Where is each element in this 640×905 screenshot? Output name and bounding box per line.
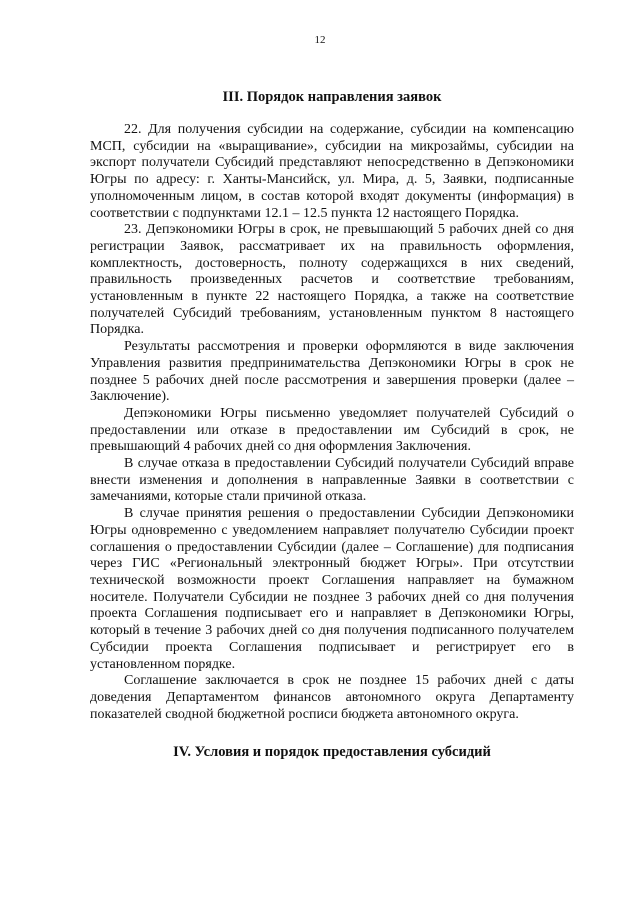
section-4-title: IV. Условия и порядок предоставления субсидий bbox=[173, 744, 491, 761]
section-3-title: III. Порядок направления заявок bbox=[222, 89, 442, 105]
document-body bbox=[90, 88, 574, 761]
paragraph-notification: Депэкономики Югры письменно уведомляет получателей Субсидий о предоставлении или отказе в предоставлении им Субсидий в срок, не превышающий 4 рабочих дней со дня оформления Заключения. bbox=[90, 405, 574, 455]
paragraph-refusal: В случае отказа в предоставлении Субсидий получатели Субсидий вправе внести изменения и дополнения в направленные Заявки в соответствии с замечаниями, которые стали причиной отказа. bbox=[90, 456, 574, 505]
paragraph-23: 23. Депэкономики Югры в срок, не превышающий 5 рабочих дней со дня регистрации Заявок, рассматривает их на правильность оформления, комплектность, достоверность, полноту содержащихся в них сведений, правильность произведенных расчетов и соответствие требованиям, установленным в пункте 22 настоящего Порядка, а также на соответствие получателей Субсидий требованиям, установленным пунктом 8 настоящего Порядка. bbox=[90, 222, 574, 338]
page-number: 12 bbox=[314, 34, 326, 46]
paragraph-22: 22. Для получения субсидии на содержание, субсидии на компенсацию МСП, субсидии на «выращивание», субсидии на микрозаймы, субсидии на экспорт получатели Субсидий представляют непосредственно в Депэкономики Югры по адресу: г. Ханты-Мансийск, ул. Мира, д. 5, Заявки, подписанные уполномоченным лицом, в состав которой входят документы (информация) в соответствии с подпунктами 12.1 – 12.5 пункта 12 настоящего Порядка. bbox=[90, 122, 574, 221]
paragraph-review-results: Результаты рассмотрения и проверки оформляются в виде заключения Управления развития предпринимательства Депэкономики Югры в срок не позднее 5 рабочих дней после рассмотрения и завершения проверки (далее – Заключение). bbox=[90, 339, 574, 405]
paragraph-agreement-deadline: Соглашение заключается в срок не позднее 15 рабочих дней с даты доведения Департаментом финансов автономного округа Департаменту показателей сводной бюджетной росписи бюджета автономного округа. bbox=[90, 673, 574, 722]
paragraph-agreement-process: В случае принятия решения о предоставлении Субсидии Депэкономики Югры одновременно с уведомлением направляет получателю Субсидии проект соглашения о предоставлении Субсидии (далее – Соглашение) для подписания через ГИС «Региональный электронный бюджет Югры». При отсутствии технической возможности проект Соглашения направляет на бумажном носителе. Получатели Субсидии не позднее 3 рабочих дней со дня получения проекта Соглашения подписывает его и направляет в Депэкономики Югры, который в течение 3 рабочих дней со дня получения подписанного получателем Субсидии проекта Соглашения подписывает и регистрирует его в установленном порядке. bbox=[90, 506, 574, 672]
